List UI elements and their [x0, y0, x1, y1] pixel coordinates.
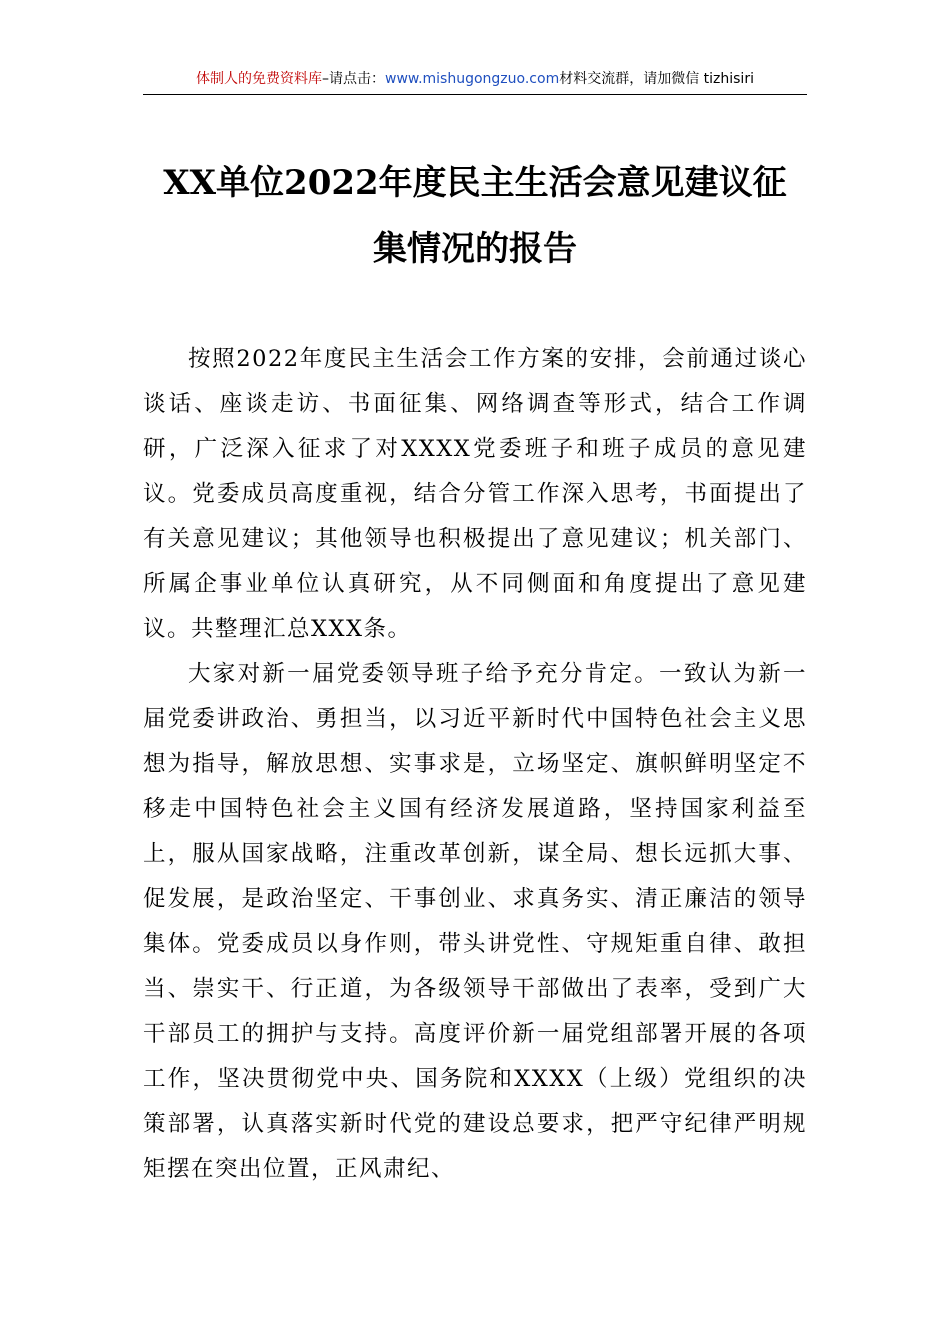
title-line-2: 集情况的报告 — [373, 229, 577, 269]
header-prompt: –请点击： — [322, 71, 386, 87]
paragraph-1: 按照2022年度民主生活会工作方案的安排，会前通过谈心谈话、座谈走访、书面征集、网络调查等形式，结合工作调研，广泛深入征求了对XXXX党委班子和班子成员的意见建议。党委成员高度重视，结合分管工作深入思考，书面提出了有关意见建议；其他领导也积极提出了意见建议；机关部门、所属企事业单位认真研究，从不同侧面和角度提出了意见建议。共整理汇总XXX条。 — [143, 346, 807, 642]
document-body — [143, 337, 807, 1192]
title-line-1: XX单位2022年度民主生活会意见建议征 — [163, 163, 787, 203]
page-header — [143, 66, 807, 95]
paragraph-2: 大家对新一届党委领导班子给予充分肯定。一致认为新一届党委讲政治、勇担当，以习近平新时代中国特色社会主义思想为指导，解放思想、实事求是，立场坚定、旗帜鲜明坚定不移走中国特色社会主义国有经济发展道路，坚持国家利益至上，服从国家战略，注重改革创新，谋全局、想长远抓大事、促发展，是政治坚定、干事创业、求真务实、清正廉洁的领导集体。党委成员以身作则，带头讲党性、守规矩重自律、敢担当、崇实干、行正道，为各级领导干部做出了表率，受到广大干部员工的拥护与支持。高度评价新一届党组部署开展的各项工作，坚决贯彻党中央、国务院和XXXX（上级）党组织的决策部署，认真落实新时代党的建设总要求，把严守纪律严明规矩摆在突出位置，正风肃纪、 — [143, 661, 807, 1182]
header-link[interactable]: www.mishugongzuo.com — [385, 71, 560, 87]
header-brand: 体制人的免费资料库 — [196, 71, 323, 87]
header-contact-note: 材料交流群，请加微信 tizhisiri — [559, 71, 754, 87]
document-title — [143, 150, 807, 282]
